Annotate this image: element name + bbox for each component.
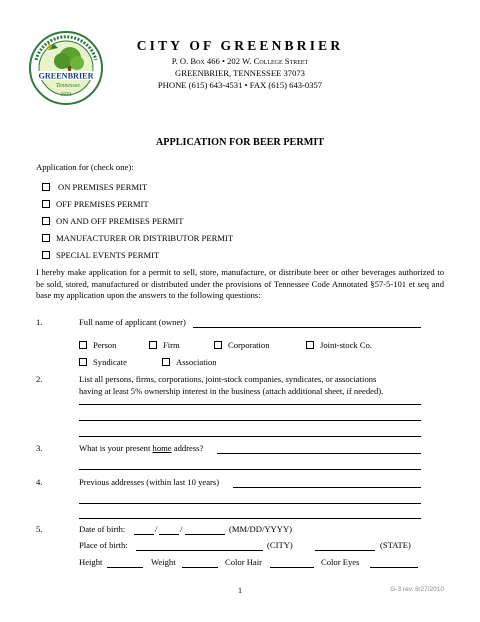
q3-number: 3. xyxy=(36,443,43,453)
height-label: Height xyxy=(79,557,103,567)
q4-answer-line[interactable] xyxy=(233,487,421,488)
q2-line1: List all persons, firms, corporations, joint-stock companies, syndicates, or associations xyxy=(79,374,377,384)
q4-answer-line[interactable] xyxy=(79,503,421,504)
q3-answer-line[interactable] xyxy=(217,453,421,454)
checkbox[interactable] xyxy=(79,341,87,349)
checkbox[interactable] xyxy=(42,251,50,259)
eye-color-label: Color Eyes xyxy=(321,557,360,567)
phone-fax: PHONE (615) 643-4531 • FAX (615) 643-0357 xyxy=(157,80,323,90)
weight-field[interactable] xyxy=(182,567,218,568)
entity-firm[interactable]: Firm xyxy=(149,340,180,350)
document-title: APPLICATION FOR BEER PERMIT xyxy=(155,137,325,148)
checkbox[interactable] xyxy=(306,341,314,349)
height-field[interactable] xyxy=(107,567,143,568)
seal-state-text: Tennessee xyxy=(55,83,81,89)
check-one-label: Application for (check one): xyxy=(36,162,134,172)
checkbox[interactable] xyxy=(42,217,50,225)
pob-state-field[interactable] xyxy=(315,550,375,551)
checkbox[interactable] xyxy=(149,341,157,349)
q3-label: What is your present home address? xyxy=(79,443,204,453)
hair-color-field[interactable] xyxy=(270,567,314,568)
permit-option-manufacturer[interactable]: MANUFACTURER OR DISTRIBUTOR PERMIT xyxy=(42,233,233,243)
seal-year-text: 1931 xyxy=(60,92,72,98)
q2-answer-line[interactable] xyxy=(79,404,421,405)
pob-city-field[interactable] xyxy=(136,550,263,551)
checkbox[interactable] xyxy=(42,183,50,191)
page-number: 1 xyxy=(238,586,242,595)
entity-syndicate[interactable]: Syndicate xyxy=(79,357,127,367)
city-name: CITY OF GREENBRIER xyxy=(136,38,344,53)
state-tag: (STATE) xyxy=(380,540,411,550)
q1-label: Full name of applicant (owner) xyxy=(79,317,186,327)
q4-label: Previous addresses (within last 10 years) xyxy=(79,477,220,487)
checkbox[interactable] xyxy=(162,358,170,366)
q3-answer-line[interactable] xyxy=(79,469,421,470)
q2-line2: having at least 5% ownership interest in the business (attach additional sheet, if needed). xyxy=(79,386,384,396)
entity-joint-stock[interactable]: Joint-stock Co. xyxy=(306,340,372,350)
dob-day-field[interactable] xyxy=(159,534,179,535)
entity-association[interactable]: Association xyxy=(162,357,217,367)
form-revision: G-3 rev. 8/27/2010 xyxy=(390,586,444,593)
q1-number: 1. xyxy=(36,317,43,327)
seal-name-text: GREENBRIER xyxy=(38,71,94,81)
q2-number: 2. xyxy=(36,374,43,384)
checkbox[interactable] xyxy=(42,234,50,242)
q4-answer-line[interactable] xyxy=(79,518,421,519)
checkbox[interactable] xyxy=(42,200,50,208)
permit-option-on-premises[interactable]: ON PREMISES PERMIT xyxy=(42,182,147,192)
q4-number: 4. xyxy=(36,477,43,487)
entity-person[interactable]: Person xyxy=(79,340,116,350)
q2-answer-line[interactable] xyxy=(79,436,421,437)
dob-year-field[interactable] xyxy=(185,534,225,535)
dob-slash: / xyxy=(155,524,158,534)
mailing-address: P. O. Box 466 • 202 W. College Street xyxy=(171,56,309,66)
weight-label: Weight xyxy=(151,557,176,567)
entity-corporation[interactable]: Corporation xyxy=(214,340,270,350)
dob-slash: / xyxy=(180,524,183,534)
city-state-zip: GREENBRIER, TENNESSEE 37073 xyxy=(175,68,305,78)
q5-number: 5. xyxy=(36,524,43,534)
city-tag: (CITY) xyxy=(267,540,293,550)
hair-color-label: Color Hair xyxy=(225,557,262,567)
q2-answer-line[interactable] xyxy=(79,420,421,421)
q1-answer-line[interactable] xyxy=(193,327,421,328)
permit-option-on-off-premises[interactable]: ON AND OFF PREMISES PERMIT xyxy=(42,216,184,226)
svg-text:A: A xyxy=(46,42,53,52)
eye-color-field[interactable] xyxy=(370,567,418,568)
checkbox[interactable] xyxy=(79,358,87,366)
permit-option-special-events[interactable]: SPECIAL EVENTS PERMIT xyxy=(42,250,159,260)
dob-label: Date of birth: xyxy=(79,524,126,534)
declaration-paragraph: I hereby make application for a permit to sell, store, manufacture, or distribute beer or other beverages authorized to be sold, stored, manufactured or distributed under the provisions of Tennessee Code Annotated §57-5-101 et seq and base my application upon the answers to the following questions: xyxy=(36,267,444,301)
dob-format-hint: (MM/DD/YYYY) xyxy=(229,524,293,534)
permit-option-off-premises[interactable]: OFF PREMISES PERMIT xyxy=(42,199,149,209)
checkbox[interactable] xyxy=(214,341,222,349)
pob-label: Place of birth: xyxy=(79,540,128,550)
dob-month-field[interactable] xyxy=(134,534,154,535)
